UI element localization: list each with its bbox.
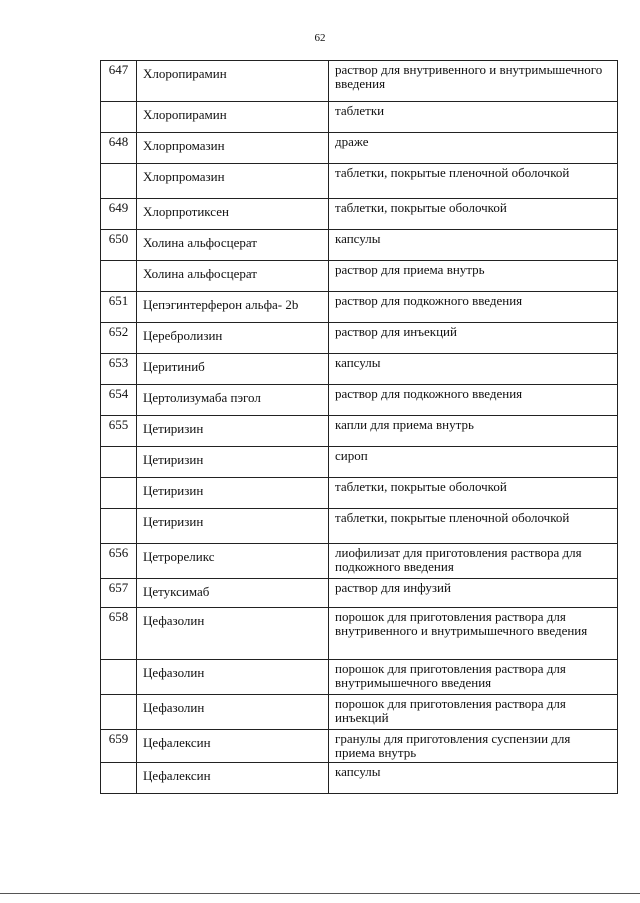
drug-name-cell [137,292,329,323]
drug-name-cell [137,447,329,478]
drug-name-cell [137,509,329,544]
drug-name: Цетиризин [143,483,204,498]
row-number: 658 [101,608,137,660]
drug-name: Хлоропирамин [143,66,227,81]
drug-name-cell [137,230,329,261]
row-number: 650 [101,230,137,261]
drug-name: Церитиниб [143,359,205,374]
row-number: 654 [101,385,137,416]
row-number: 657 [101,579,137,608]
drug-name: Хлорпротиксен [143,204,229,219]
drug-name: Цетиризин [143,421,204,436]
row-number: 656 [101,544,137,579]
table-row [101,509,618,544]
table-row [101,323,618,354]
row-number [101,102,137,133]
table-row [101,133,618,164]
drug-name-cell [137,164,329,199]
table-row [101,61,618,102]
drug-name: Цефазолин [143,700,205,715]
table-row [101,199,618,230]
table-row [101,292,618,323]
table-row [101,608,618,660]
dosage-form: таблетки, покрытые оболочкой [329,478,618,509]
table-row [101,261,618,292]
drug-name: Цефалексин [143,735,211,750]
drug-name: Цетрореликс [143,549,215,564]
page-number: 62 [314,32,326,44]
dosage-form: раствор для инфузий [329,579,618,608]
dosage-form: порошок для приготовления раствора для внутривенного и внутримышечного введения [329,608,618,660]
drug-name-cell [137,544,329,579]
drug-name: Холина альфосцерат [143,266,257,281]
drug-name-cell [137,478,329,509]
drug-name: Цертолизумаба пэгол [143,390,261,405]
dosage-form: капли для приема внутрь [329,416,618,447]
drug-name-cell [137,199,329,230]
drug-name: Цефазолин [143,613,205,628]
drug-name: Хлоропирамин [143,107,227,122]
drug-name: Холина альфосцерат [143,235,257,250]
drug-name: Цетиризин [143,452,204,467]
table-row [101,660,618,695]
row-number: 659 [101,730,137,763]
table-row [101,354,618,385]
row-number: 648 [101,133,137,164]
row-number: 649 [101,199,137,230]
drug-name-cell [137,660,329,695]
drug-name-cell [137,730,329,763]
table-body [101,61,618,794]
table-row [101,164,618,199]
drug-name: Цетуксимаб [143,584,210,599]
dosage-form: порошок для приготовления раствора для инъекций [329,695,618,730]
row-number [101,261,137,292]
drug-name-cell [137,608,329,660]
dosage-form: лиофилизат для приготовления раствора для подкожного введения [329,544,618,579]
drug-name: Цетиризин [143,514,204,529]
dosage-form: гранулы для приготовления суспензии для приема внутрь [329,730,618,763]
row-number [101,763,137,794]
dosage-form: таблетки, покрытые пленочной оболочкой [329,164,618,199]
table-row [101,544,618,579]
drug-name-cell [137,763,329,794]
dosage-form: таблетки, покрытые пленочной оболочкой [329,509,618,544]
dosage-form: капсулы [329,763,618,794]
dosage-form: раствор для подкожного введения [329,292,618,323]
dosage-form: сироп [329,447,618,478]
drug-name-cell [137,61,329,102]
table-row [101,230,618,261]
drug-name-cell [137,354,329,385]
row-number: 653 [101,354,137,385]
drug-name: Цефалексин [143,768,211,783]
drug-name: Хлорпромазин [143,169,225,184]
dosage-form: таблетки, покрытые оболочкой [329,199,618,230]
drug-name-cell [137,323,329,354]
dosage-form: таблетки [329,102,618,133]
drug-name-cell [137,695,329,730]
row-number: 652 [101,323,137,354]
dosage-form: раствор для инъекций [329,323,618,354]
table-row [101,447,618,478]
row-number [101,164,137,199]
row-number: 651 [101,292,137,323]
row-number [101,695,137,730]
dosage-form: драже [329,133,618,164]
dosage-form: раствор для подкожного введения [329,385,618,416]
table-row [101,695,618,730]
drug-name: Церебролизин [143,328,223,343]
table-row [101,730,618,763]
dosage-form: капсулы [329,230,618,261]
row-number [101,478,137,509]
table-row [101,763,618,794]
dosage-form: порошок для приготовления раствора для внутримышечного введения [329,660,618,695]
row-number [101,509,137,544]
drug-name: Цефазолин [143,665,205,680]
dosage-form: раствор для внутривенного и внутримышечного введения [329,61,618,102]
drug-table [100,60,618,794]
drug-name-cell [137,385,329,416]
table-row [101,385,618,416]
table-row [101,416,618,447]
drug-name-cell [137,133,329,164]
bottom-rule [0,893,640,894]
drug-name: Цепэгинтерферон альфа- 2b [143,297,299,312]
row-number [101,660,137,695]
row-number [101,447,137,478]
table-row [101,478,618,509]
dosage-form: раствор для приема внутрь [329,261,618,292]
row-number: 655 [101,416,137,447]
table-row [101,102,618,133]
drug-name-cell [137,261,329,292]
drug-name: Хлорпромазин [143,138,225,153]
table-row [101,579,618,608]
drug-name-cell [137,416,329,447]
drug-name-cell [137,102,329,133]
row-number: 647 [101,61,137,102]
dosage-form: капсулы [329,354,618,385]
drug-name-cell [137,579,329,608]
